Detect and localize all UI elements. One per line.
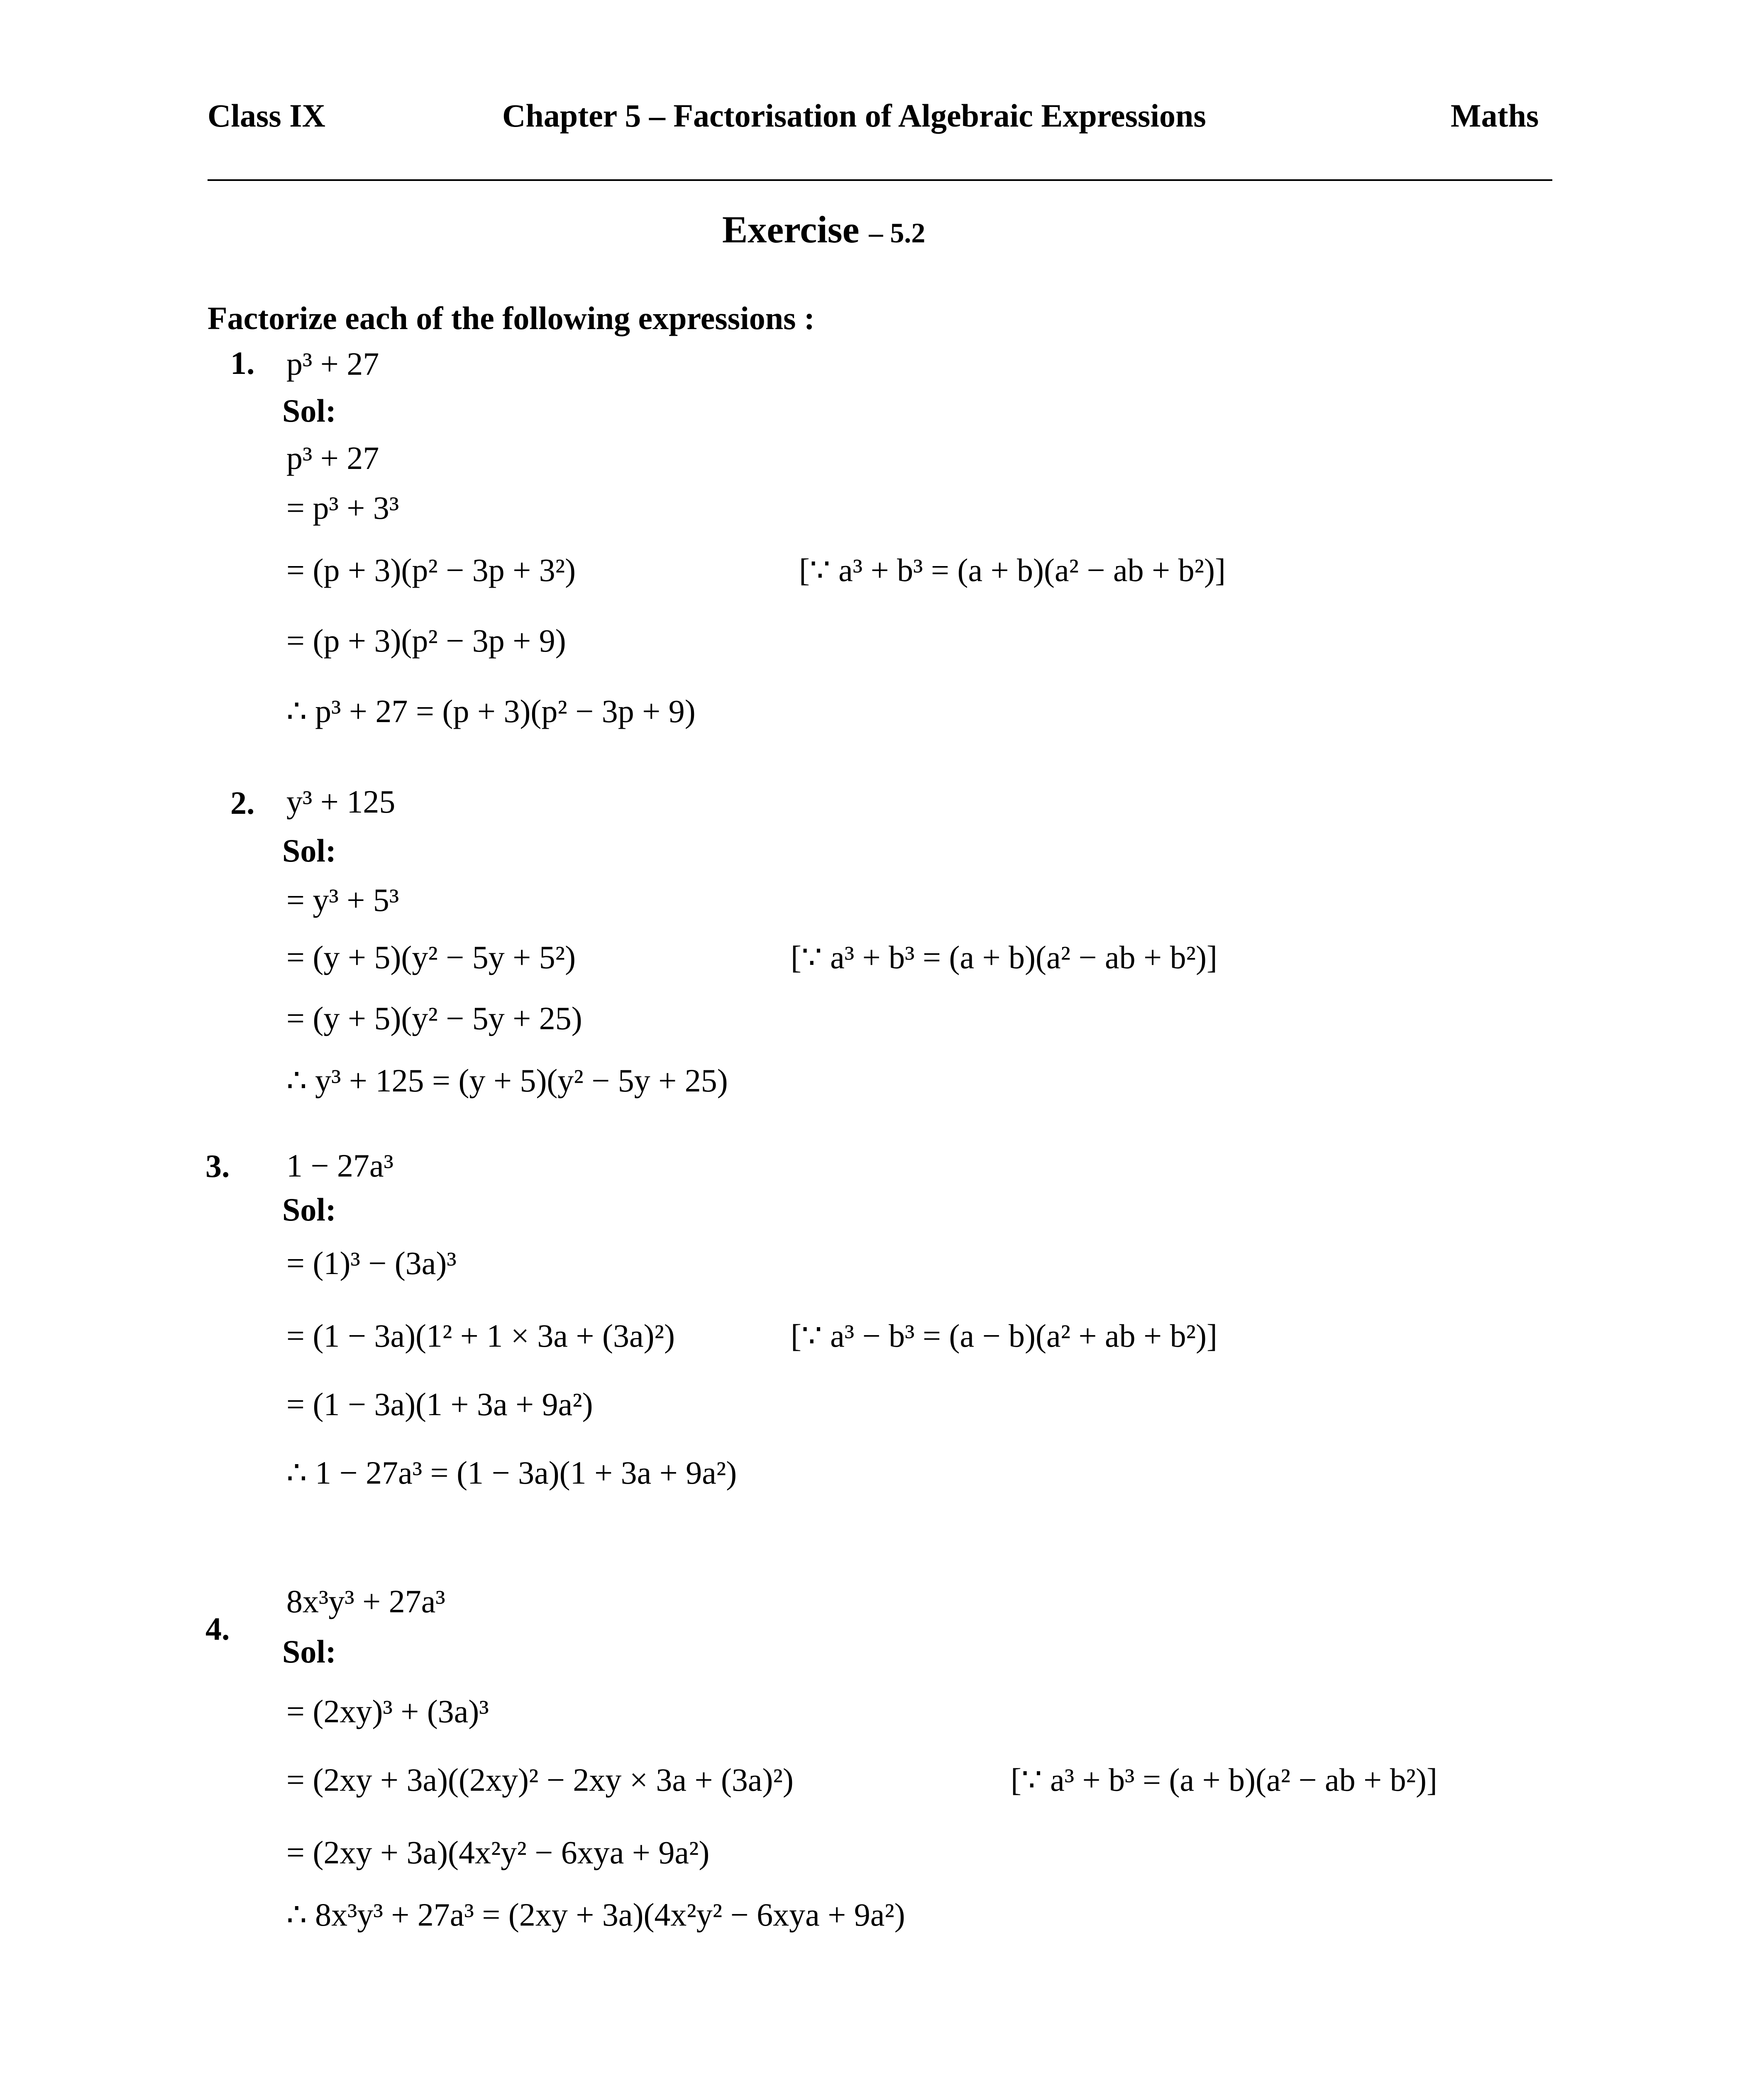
question-3-step-2: = (1 − 3a)(1² + 1 × 3a + (3a)²) (286, 1318, 675, 1354)
question-2-identity-hint: [∵ a³ + b³ = (a + b)(a² − ab + b²)] (791, 939, 1217, 975)
exercise-title (722, 208, 925, 251)
question-4-expression: 8x³y³ + 27a³ (286, 1583, 445, 1619)
question-2-step-1: = y³ + 5³ (286, 882, 399, 918)
exercise-number: – 5.2 (869, 217, 926, 249)
instruction-text: Factorize each of the following expressions : (208, 300, 815, 336)
question-4-step-3: = (2xy + 3a)(4x²y² − 6xya + 9a²) (286, 1834, 710, 1870)
question-1-number: 1. (230, 345, 255, 381)
question-2-result: ∴ y³ + 125 = (y + 5)(y² − 5y + 25) (286, 1062, 728, 1099)
question-3-sol-label: Sol: (282, 1191, 337, 1228)
question-3-step-1: = (1)³ − (3a)³ (286, 1245, 457, 1281)
question-1-result: ∴ p³ + 27 = (p + 3)(p² − 3p + 9) (286, 693, 696, 729)
question-1-expression: p³ + 27 (286, 346, 379, 382)
question-4-result: ∴ 8x³y³ + 27a³ = (2xy + 3a)(4x²y² − 6xya + 9a²) (286, 1897, 905, 1933)
question-3-expression: 1 − 27a³ (286, 1147, 393, 1184)
question-4-step-1: = (2xy)³ + (3a)³ (286, 1693, 489, 1729)
header-subject: Maths (1451, 98, 1539, 134)
question-2-step-3: = (y + 5)(y² − 5y + 25) (286, 1000, 582, 1036)
question-4-sol-label: Sol: (282, 1633, 337, 1670)
question-2-step-2: = (y + 5)(y² − 5y + 5²) (286, 939, 576, 975)
question-1-step-4: = (p + 3)(p² − 3p + 9) (286, 622, 566, 659)
question-1-step-3: = (p + 3)(p² − 3p + 3²) (286, 552, 576, 588)
question-2-number: 2. (230, 785, 255, 821)
question-2-sol-label: Sol: (282, 832, 337, 869)
question-2-expression: y³ + 125 (286, 784, 396, 820)
question-1-identity-hint: [∵ a³ + b³ = (a + b)(a² − ab + b²)] (799, 552, 1226, 588)
question-1-sol-label: Sol: (282, 393, 337, 429)
question-1-step-2: = p³ + 3³ (286, 490, 399, 526)
header-divider (208, 179, 1552, 181)
question-4-number: 4. (205, 1611, 230, 1647)
question-3-result: ∴ 1 − 27a³ = (1 − 3a)(1 + 3a + 9a²) (286, 1455, 737, 1491)
question-3-step-3: = (1 − 3a)(1 + 3a + 9a²) (286, 1386, 593, 1422)
exercise-label: Exercise (722, 208, 860, 251)
question-4-step-2: = (2xy + 3a)((2xy)² − 2xy × 3a + (3a)²) (286, 1762, 794, 1798)
header-class: Class IX (208, 98, 325, 134)
question-1-step-1: p³ + 27 (286, 440, 379, 476)
question-4-identity-hint: [∵ a³ + b³ = (a + b)(a² − ab + b²)] (1011, 1762, 1437, 1798)
question-3-identity-hint: [∵ a³ − b³ = (a − b)(a² + ab + b²)] (791, 1318, 1217, 1354)
header-chapter-title: Chapter 5 – Factorisation of Algebraic Expressions (502, 98, 1206, 134)
question-3-number: 3. (205, 1148, 230, 1184)
